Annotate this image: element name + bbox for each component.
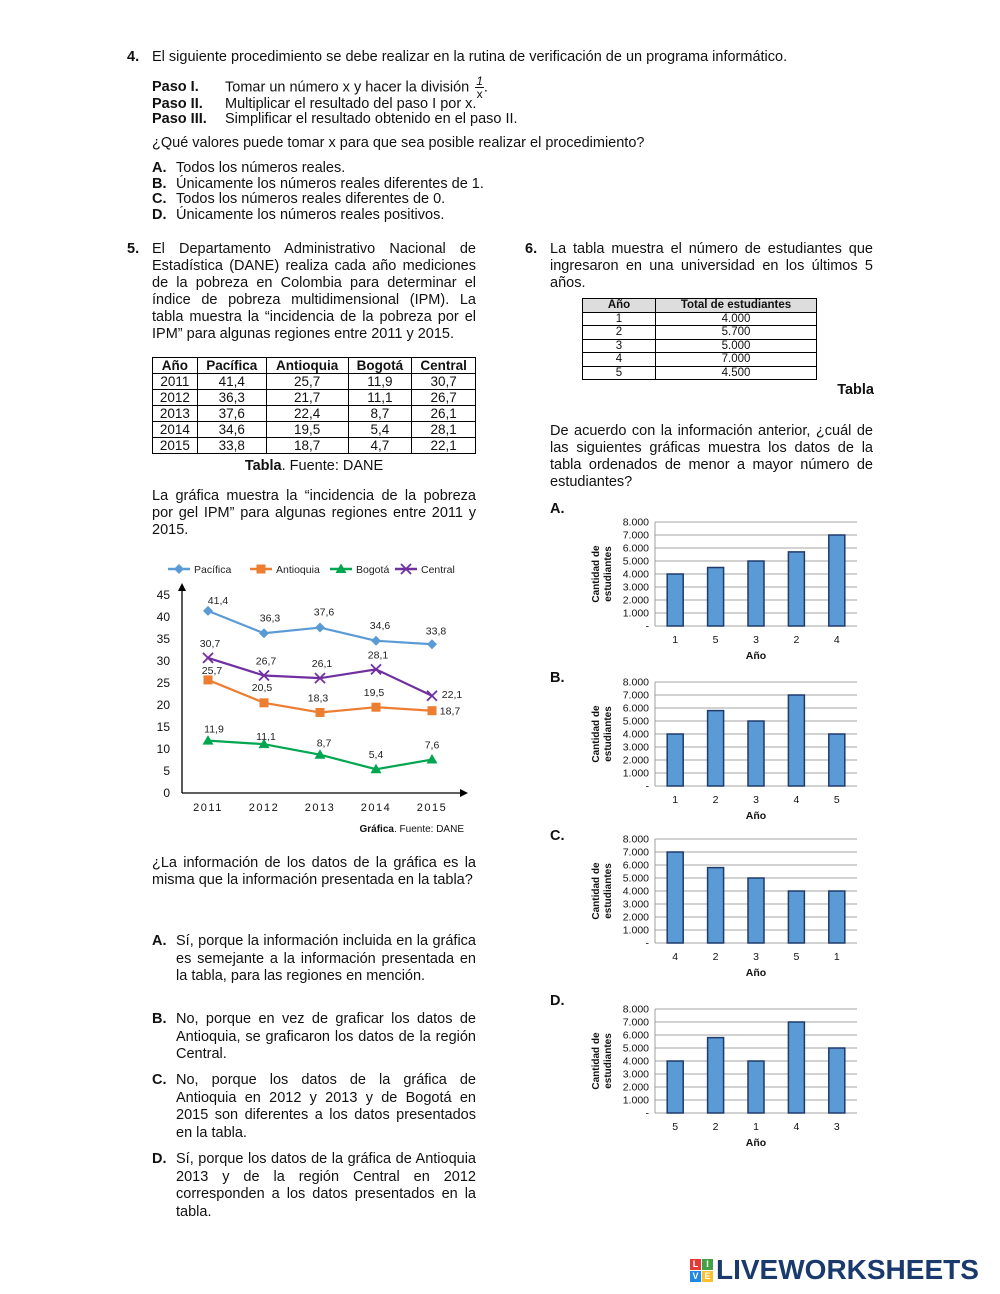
question-6-question: De acuerdo con la información anterior, ¿cuál de las siguientes gráficas muestra los datos de la tabla ordenados de menor a mayor número de estudiantes? [550,423,873,490]
table-cell: 5.700 [656,326,817,340]
data-label: 37,6 [313,606,335,619]
data-point [428,706,437,715]
bar [788,1022,804,1113]
y-axis-title: estudiantes [603,706,614,762]
q6-option-a-label[interactable]: A. [550,501,565,517]
bar-chart-option-c[interactable] [585,829,870,981]
step-text: Multiplicar el resultado del paso I por x. [225,96,477,112]
x-tick-label: 4 [793,794,800,806]
option-text: No, porque los datos de la gráfica de Antioquia en 2012 y 2013 y de Bogotá en 2015 son diferentes a los datos presentados en la tabla. [176,1072,476,1141]
y-tick-label: - [645,780,649,793]
bar [829,734,845,786]
table-row [583,366,817,380]
option-letter: C. [152,191,167,207]
table-row [583,312,817,326]
x-tick-label: 2012 [248,802,280,814]
fraction-1-over-x [475,75,484,100]
bar [708,868,724,943]
y-tick-label: 1.000 [622,1094,649,1107]
y-tick-label: 45 [156,588,170,602]
table-cell: 4,7 [348,438,412,454]
option-text: Todos los números reales diferentes de 0. [176,191,446,207]
y-tick-label: 5.000 [622,872,649,885]
x-axis-title: Año [745,967,767,979]
fraction-numerator: 1 [476,74,483,88]
y-tick-label: 35 [156,632,170,646]
caption-rest: . Fuente: DANE [393,824,464,835]
table-row [153,390,476,406]
bar [667,852,683,943]
x-tick-label: 3 [753,794,759,806]
data-point [371,636,381,646]
y-tick-label: 7.000 [622,689,649,702]
step-text: Simplificar el resultado obtenido en el paso II. [225,111,518,127]
option-text: No, porque en vez de graficar los datos de Antioquia, se graficaron los datos de la región Central. [176,1011,476,1062]
bar [788,552,804,626]
table-header: Antioquia [266,358,348,374]
table-header: Pacífica [197,358,266,374]
table-row [583,326,817,340]
bar [829,535,845,626]
data-label: 19,5 [363,687,385,700]
q4-option-c[interactable] [152,191,445,207]
x-tick-label: 1 [672,634,679,646]
data-label: 34,6 [369,619,391,632]
data-point [203,606,213,616]
table-header: Año [153,358,198,374]
x-tick-label: 2 [793,634,800,646]
data-label: 36,3 [259,612,281,625]
q6-option-b-label[interactable]: B. [550,670,565,686]
question-4-number: 4. [127,49,140,65]
data-label: 26,1 [311,658,333,671]
logo-letter: L [690,1259,701,1270]
step-label: Paso III. [152,111,207,127]
table-cell: 2012 [153,390,198,406]
data-point [259,628,269,638]
y-tick-label: 3.000 [622,898,649,911]
bar [748,1061,764,1113]
q4-option-a[interactable] [152,160,345,176]
table-cell: 30,7 [412,374,476,390]
caption-bold: Tabla [244,458,282,474]
x-tick-label: 2015 [416,802,448,814]
liveworksheets-brand[interactable] [690,1256,979,1284]
x-tick-label: 4 [672,951,679,963]
legend-label: Bogotá [356,564,390,576]
x-tick-label: 2 [712,1121,719,1133]
data-point [316,708,325,717]
data-point [427,754,438,764]
table-cell: 26,1 [412,406,476,422]
y-tick-label: 5.000 [622,715,649,728]
table-row [583,339,817,353]
data-label: 25,7 [201,664,223,677]
table-cell: 22,4 [266,406,348,422]
option-letter: B. [152,176,167,192]
table-cell: 37,6 [197,406,266,422]
x-tick-label: 1 [753,1121,759,1133]
y-tick-label: 8.000 [622,833,649,846]
y-tick-label: 3.000 [622,1068,649,1081]
data-point [260,698,269,707]
table-cell: 4.500 [656,366,817,380]
option-text: Sí, porque los datos de la gráfica de Antioquia 2013 y de la región Central en 2012 corresponden a los datos presentados en la tabla. [176,1151,476,1220]
bar [748,878,764,943]
bar [829,891,845,943]
graph-caption [360,824,465,835]
y-axis-title: Cantidad de [591,545,602,603]
data-label: 26,7 [255,655,277,668]
table-cell: 2014 [153,422,198,438]
x-tick-label: 5 [793,951,800,963]
x-tick-label: 5 [712,634,719,646]
q5-option-b[interactable] [152,1011,476,1064]
data-point [372,703,381,712]
question-6-intro: La tabla muestra el número de estudiantes que ingresaron en una universidad en los últimos 5 años. [550,241,873,291]
y-tick-label: 7.000 [622,1016,649,1029]
q4-option-b[interactable] [152,176,484,192]
table-cell: 22,1 [412,438,476,454]
option-letter: D. [152,1151,167,1167]
y-tick-label: 1.000 [622,607,649,620]
y-tick-label: 2.000 [622,911,649,924]
option-text: Únicamente los números reales diferentes de 1. [176,176,484,192]
bar [667,574,683,626]
step-label: Paso II. [152,96,203,112]
ipm-line-chart [150,556,480,842]
y-tick-label: 10 [156,742,170,756]
data-label: 18,7 [439,705,461,718]
bar [788,891,804,943]
question-6-number: 6. [525,241,538,257]
y-axis-title: estudiantes [603,863,614,919]
x-tick-label: 4 [793,1121,800,1133]
bar [748,721,764,786]
brand-logo-icon [690,1259,713,1282]
table-cell: 4.000 [656,312,817,326]
table-cell: 5.000 [656,339,817,353]
table-row [153,406,476,422]
y-tick-label: - [645,1107,649,1120]
y-tick-label: 7.000 [622,529,649,542]
table-header: Central [412,358,476,374]
fraction-denominator: x [476,87,483,101]
x-axis-title: Año [745,1137,767,1149]
option-text: Únicamente los números reales positivos. [176,207,445,223]
data-label: 22,1 [441,688,463,701]
x-tick-label: 1 [833,951,840,963]
x-tick-label: 3 [753,951,759,963]
y-axis-title: Cantidad de [591,705,602,763]
table-cell: 28,1 [412,422,476,438]
data-label: 8,7 [316,737,332,750]
table-cell: 2011 [153,374,198,390]
data-label: 33,8 [425,625,447,638]
y-tick-label: 7.000 [622,846,649,859]
option-letter: C. [152,1072,167,1088]
table-cell: 5 [583,366,656,380]
y-tick-label: 20 [156,698,170,712]
table-row [153,374,476,390]
table-cell: 8,7 [348,406,412,422]
x-tick-label: 2 [712,794,719,806]
table-cell: 7.000 [656,353,817,367]
step-2 [152,96,476,112]
table-row [583,353,817,367]
y-axis-title: Cantidad de [591,862,602,920]
table-header: Bogotá [348,358,412,374]
bar [667,1061,683,1113]
data-label: 11,9 [204,723,224,736]
table-cell: 19,5 [266,422,348,438]
bar-chart-option-d[interactable] [585,999,870,1151]
table-cell: 11,1 [348,390,412,406]
table-row [153,422,476,438]
option-letter: A. [152,933,167,949]
x-axis-arrow [460,789,468,797]
y-tick-label: 3.000 [622,581,649,594]
y-tick-label: 8.000 [622,1003,649,1016]
y-tick-label: 4.000 [622,568,649,581]
data-label: 30,7 [199,637,221,650]
bar [788,695,804,786]
question-4-stem: El siguiente procedimiento se debe realizar en la rutina de verificación de un programa informático. [152,49,788,65]
q5-option-d[interactable] [152,1151,476,1221]
bar [708,1038,724,1113]
x-tick-label: 2014 [360,802,392,814]
table-cell: 1 [583,312,656,326]
y-tick-label: 6.000 [622,702,649,715]
bar-chart-option-b[interactable] [585,672,870,824]
bar [708,568,724,627]
caption-rest: . Fuente: DANE [281,458,384,474]
y-axis-title: estudiantes [603,546,614,602]
table-row [153,438,476,454]
data-label: 20,5 [251,681,273,694]
y-tick-label: 2.000 [622,594,649,607]
y-axis-title: estudiantes [603,1033,614,1089]
legend-label: Central [421,564,455,576]
x-tick-label: 5 [833,794,840,806]
y-tick-label: 30 [156,654,170,668]
y-tick-label: 8.000 [622,676,649,689]
question-5-question: ¿La información de los datos de la gráfica es la misma que la información presentada en la tabla? [152,855,476,888]
q5-option-a[interactable] [152,933,476,986]
y-tick-label: 5 [163,764,170,778]
table-header-row [583,299,817,313]
logo-letter: E [702,1271,713,1282]
y-tick-label: 6.000 [622,859,649,872]
y-tick-label: 4.000 [622,1055,649,1068]
data-point [427,639,437,649]
option-letter: A. [152,160,167,176]
legend-label: Antioquia [276,564,320,576]
students-table-caption: Tabla [837,382,874,398]
x-tick-label: 1 [672,794,679,806]
data-label: 28,1 [367,649,389,662]
bar [748,561,764,626]
y-tick-label: 15 [156,720,170,734]
data-point [315,623,325,633]
table-header: Año [583,299,656,313]
option-text: Sí, porque la información incluida en la gráfica es semejante a la información presentada en la tabla, para las regiones en mención. [176,933,476,984]
students-table [582,298,817,380]
bar [829,1048,845,1113]
step-1-period: . [483,79,488,96]
option-text: Todos los números reales. [176,160,346,176]
y-tick-label: 2.000 [622,754,649,767]
table-cell: 18,7 [266,438,348,454]
table-cell: 2013 [153,406,198,422]
data-label: 18,3 [307,692,329,705]
table-cell: 36,3 [197,390,266,406]
table-cell: 11,9 [348,374,412,390]
table-cell: 25,7 [266,374,348,390]
bar-chart-option-a[interactable] [585,512,870,664]
y-tick-label: 8.000 [622,516,649,529]
y-tick-label: 25 [156,676,170,690]
step-label: Paso I. [152,79,199,96]
table-cell: 34,6 [197,422,266,438]
table-header-row [153,358,476,374]
table-cell: 3 [583,339,656,353]
y-tick-label: - [645,620,649,633]
y-tick-label: 5.000 [622,555,649,568]
y-tick-label: 6.000 [622,542,649,555]
y-tick-label: 40 [156,610,170,624]
y-tick-label: - [645,937,649,950]
logo-letter: V [690,1271,701,1282]
brand-wordmark: LIVEWORKSHEETS [716,1254,979,1285]
data-label: 41,4 [207,594,229,607]
x-axis-title: Año [745,650,767,662]
x-tick-label: 5 [672,1121,679,1133]
q4-option-d[interactable] [152,207,444,223]
y-tick-label: 6.000 [622,1029,649,1042]
data-point [427,691,437,701]
bar [667,734,683,786]
data-label: 5,4 [368,749,384,762]
y-tick-label: 4.000 [622,885,649,898]
table-cell: 5,4 [348,422,412,438]
y-axis-title: Cantidad de [591,1032,602,1090]
step-text: Tomar un número x y hacer la división [225,79,470,96]
x-axis-title: Año [745,810,767,822]
table-cell: 41,4 [197,374,266,390]
y-axis-arrow [178,583,186,591]
x-tick-label: 3 [833,1121,840,1133]
data-label: 11,1 [256,731,276,744]
question-5-intro: El Departamento Administrativo Nacional de Estadística (DANE) realiza cada año mediciones de la pobreza en Colombia para determinar el índice de pobreza multidimensional (IPM). La tabla muestra la “incidencia de la pobreza por el IPM” para algunas regiones entre 2011 y 2015. [152,241,476,342]
question-4-question: ¿Qué valores puede tomar x para que sea posible realizar el procedimiento? [152,135,645,151]
table-cell: 2 [583,326,656,340]
ipm-table [152,357,476,454]
y-tick-label: 5.000 [622,1042,649,1055]
table-cell: 26,7 [412,390,476,406]
x-tick-label: 3 [753,634,759,646]
x-tick-label: 2 [712,951,719,963]
data-label: 7,6 [424,739,440,752]
caption-bold: Gráfica [359,824,394,835]
y-tick-label: 2.000 [622,1081,649,1094]
legend-marker [257,565,266,574]
y-tick-label: 1.000 [622,767,649,780]
x-tick-label: 2011 [193,802,223,814]
y-tick-label: 3.000 [622,741,649,754]
q6-option-d-label[interactable]: D. [550,993,565,1009]
question-5-graph-intro: La gráfica muestra la “incidencia de la pobreza por gel IPM” para algunas regiones entre 2011 y 2015. [152,488,476,538]
table-header: Total de estudiantes [656,299,817,313]
y-tick-label: 1.000 [622,924,649,937]
y-tick-label: 0 [163,786,170,800]
table-cell: 4 [583,353,656,367]
table-cell: 33,8 [197,438,266,454]
question-5-number: 5. [127,241,140,257]
legend-label: Pacífica [194,564,232,576]
option-letter: D. [152,207,167,223]
step-3 [152,111,518,127]
x-tick-label: 4 [833,634,840,646]
option-letter: B. [152,1011,167,1027]
bar [708,711,724,786]
ipm-table-caption [152,458,476,474]
legend-marker [174,564,184,574]
table-cell: 21,7 [266,390,348,406]
table-cell: 2015 [153,438,198,454]
logo-letter: I [702,1259,713,1270]
x-tick-label: 2013 [304,802,336,814]
q6-option-c-label[interactable]: C. [550,828,565,844]
y-tick-label: 4.000 [622,728,649,741]
q5-option-c[interactable] [152,1072,476,1142]
